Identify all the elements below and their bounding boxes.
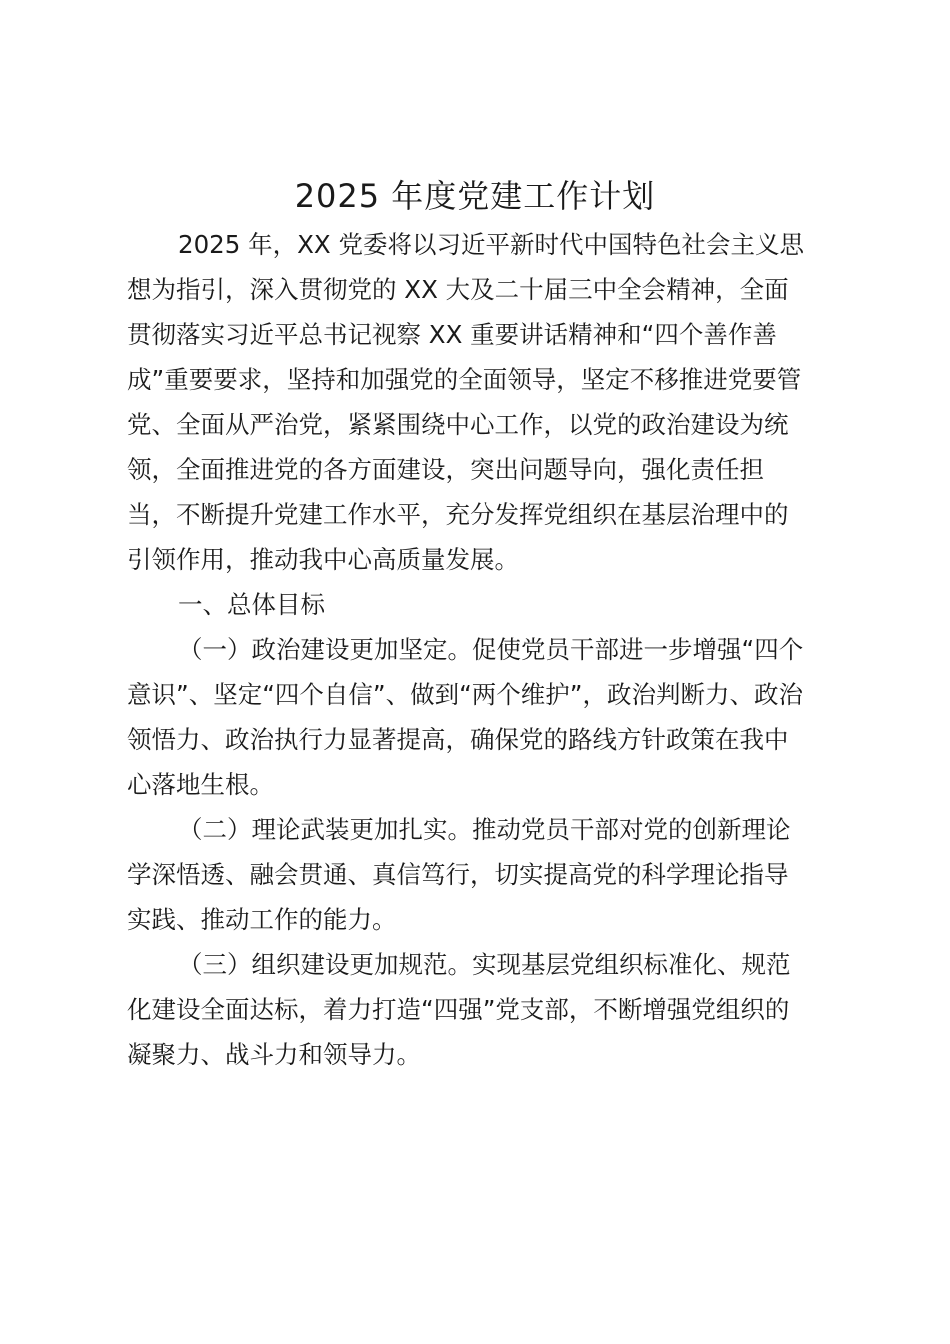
paragraph-line: 意识”、坚定“四个自信”、做到“两个维护”，政治判断力、政治 [127,680,803,709]
paragraph-line: （一）政治建设更加坚定。促使党员干部进一步增强“四个 [178,635,804,664]
document-title: 2025 年度党建工作计划 [294,177,656,215]
paragraph-line: 想为指引，深入贯彻党的 XX 大及二十届三中全会精神，全面 [127,275,789,304]
paragraph-line: 党、全面从严治党，紧紧围绕中心工作，以党的政治建设为统 [127,410,789,439]
paragraph-line: 2025 年，XX 党委将以习近平新时代中国特色社会主义思 [178,230,804,259]
paragraph-line: 凝聚力、战斗力和领导力。 [127,1040,421,1069]
paragraph-line: 领悟力、政治执行力显著提高，确保党的路线方针政策在我中 [127,725,789,754]
paragraph-line: 领，全面推进党的各方面建设，突出问题导向，强化责任担 [127,455,764,484]
paragraph-line: 贯彻落实习近平总书记视察 XX 重要讲话精神和“四个善作善 [127,320,777,349]
paragraph-line: （二）理论武装更加扎实。推动党员干部对党的创新理论 [178,815,791,844]
paragraph-line: 实践、推动工作的能力。 [127,905,397,934]
section-heading: 一、总体目标 [178,590,325,619]
paragraph-line: 心落地生根。 [127,770,274,799]
paragraph-line: 当，不断提升党建工作水平，充分发挥党组织在基层治理中的 [127,500,789,529]
paragraph-line: 引领作用，推动我中心高质量发展。 [127,545,519,574]
paragraph-line: 化建设全面达标，着力打造“四强”党支部，不断增强党组织的 [127,995,790,1024]
paragraph-line: 学深悟透、融会贯通、真信笃行，切实提高党的科学理论指导 [127,860,789,889]
paragraph-line: （三）组织建设更加规范。实现基层党组织标准化、规范 [178,950,791,979]
paragraph-line: 成”重要要求，坚持和加强党的全面领导，坚定不移推进党要管 [127,365,802,394]
